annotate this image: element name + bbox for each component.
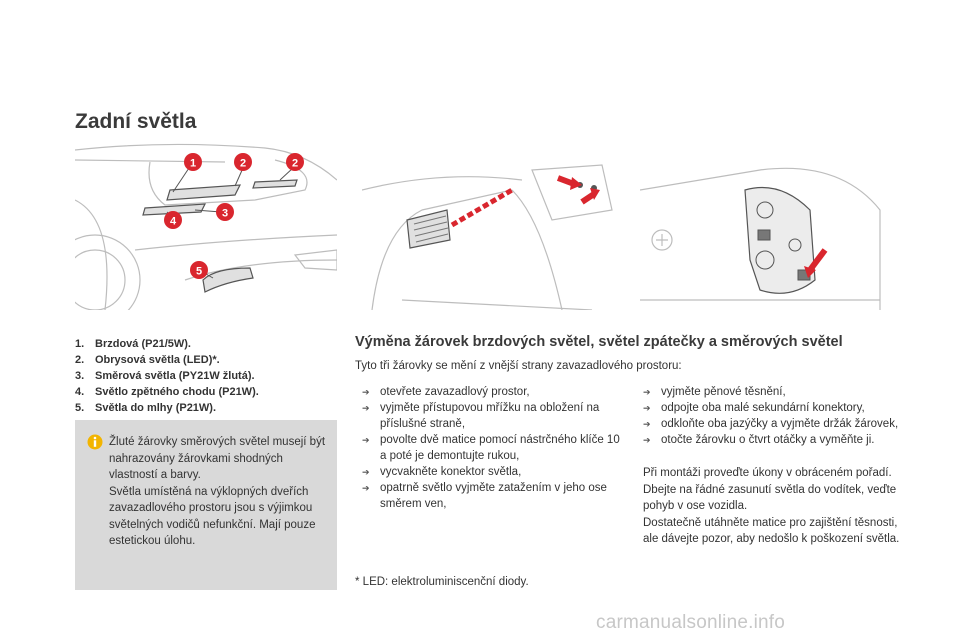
footnote: * LED: elektroluminiscenční diody.	[355, 576, 529, 588]
parts-list	[75, 336, 337, 416]
step-item: ➔ otevřete zavazadlový prostor,	[362, 384, 624, 400]
info-text: Světla umístěná na výklopných dveřích zavazadlového prostoru jsou s výjimkou světelných vodičů nefunkční. Mají pouze estetickou úlohu.	[109, 485, 316, 547]
callout-label: 2	[239, 157, 247, 170]
item-number: 5.	[75, 402, 85, 414]
item-number: 2.	[75, 354, 85, 366]
step-item: ➔ vyjměte pěnové těsnění,	[643, 384, 903, 400]
reassembly-note	[643, 465, 903, 548]
item-number: 3.	[75, 370, 85, 382]
step-item: ➔ vyjměte přístupovou mřížku na obložení na příslušné straně,	[362, 400, 624, 432]
step-item: ➔ povolte dvě matice pomocí nástrčného klíče 10 a poté je demontujte rukou,	[362, 432, 624, 464]
note-line: Dbejte na řádné zasunutí světla do vodítek, veďte pohyb v ose vozidla.	[643, 483, 897, 512]
step-item: ➔ otočte žárovku o čtvrt otáčky a vyměňte ji.	[643, 432, 903, 448]
parts-list-item	[75, 400, 337, 416]
steps-list-left	[362, 384, 624, 512]
watermark: carmanualsonline.info	[596, 612, 786, 633]
callout-label: 3	[221, 207, 229, 220]
steps-list-right	[643, 384, 903, 448]
item-text: Směrová světla (PY21W žlutá).	[95, 370, 255, 382]
item-text: Obrysová světla (LED)*.	[95, 354, 220, 366]
item-text: Světla do mlhy (P21W).	[95, 402, 217, 414]
boot-interior-illustration	[362, 150, 624, 310]
item-text: Brzdová (P21/5W).	[95, 338, 191, 350]
item-number: 1.	[75, 338, 85, 350]
info-box	[75, 420, 337, 590]
callout-label: 5	[195, 265, 203, 278]
info-icon	[87, 434, 103, 450]
callout-label: 2	[291, 157, 299, 170]
parts-list-item	[75, 352, 337, 368]
step-item: ➔ vycvakněte konektor světla,	[362, 464, 624, 480]
step-item: ➔ odkloňte oba jazýčky a vyjměte držák žárovek,	[643, 416, 903, 432]
note-line: Dostatečně utáhněte matice pro zajištění těsnosti, ale dávejte pozor, aby nedošlo k poškození světla.	[643, 516, 900, 545]
section-title: Výměna žárovek brzdových světel, světel zpátečky a směrových světel	[355, 334, 843, 350]
step-item: ➔ odpojte oba malé sekundární konektory,	[643, 400, 903, 416]
page-title: Zadní světla	[75, 110, 197, 133]
callout-group	[164, 153, 304, 279]
parts-list-item	[75, 384, 337, 400]
parts-list-item	[75, 368, 337, 384]
callout-label: 4	[169, 215, 177, 228]
intro-text: Tyto tři žárovky se mění z vnější strany zavazadlového prostoru:	[355, 360, 682, 372]
parts-list-item	[75, 336, 337, 352]
step-item: ➔ opatrně světlo vyjměte zatažením v jeho ose směrem ven,	[362, 480, 624, 512]
note-line: Při montáži proveďte úkony v obráceném pořadí.	[643, 467, 892, 479]
rear-lights-illustration	[75, 140, 337, 310]
callout-label: 1	[189, 157, 197, 170]
item-text: Světlo zpětného chodu (P21W).	[95, 386, 259, 398]
lamp-unit-illustration	[640, 150, 890, 310]
item-number: 4.	[75, 386, 85, 398]
info-text: Žluté žárovky směrových světel musejí být nahrazovány žárovkami shodných vlastností a barvy.	[109, 436, 326, 481]
